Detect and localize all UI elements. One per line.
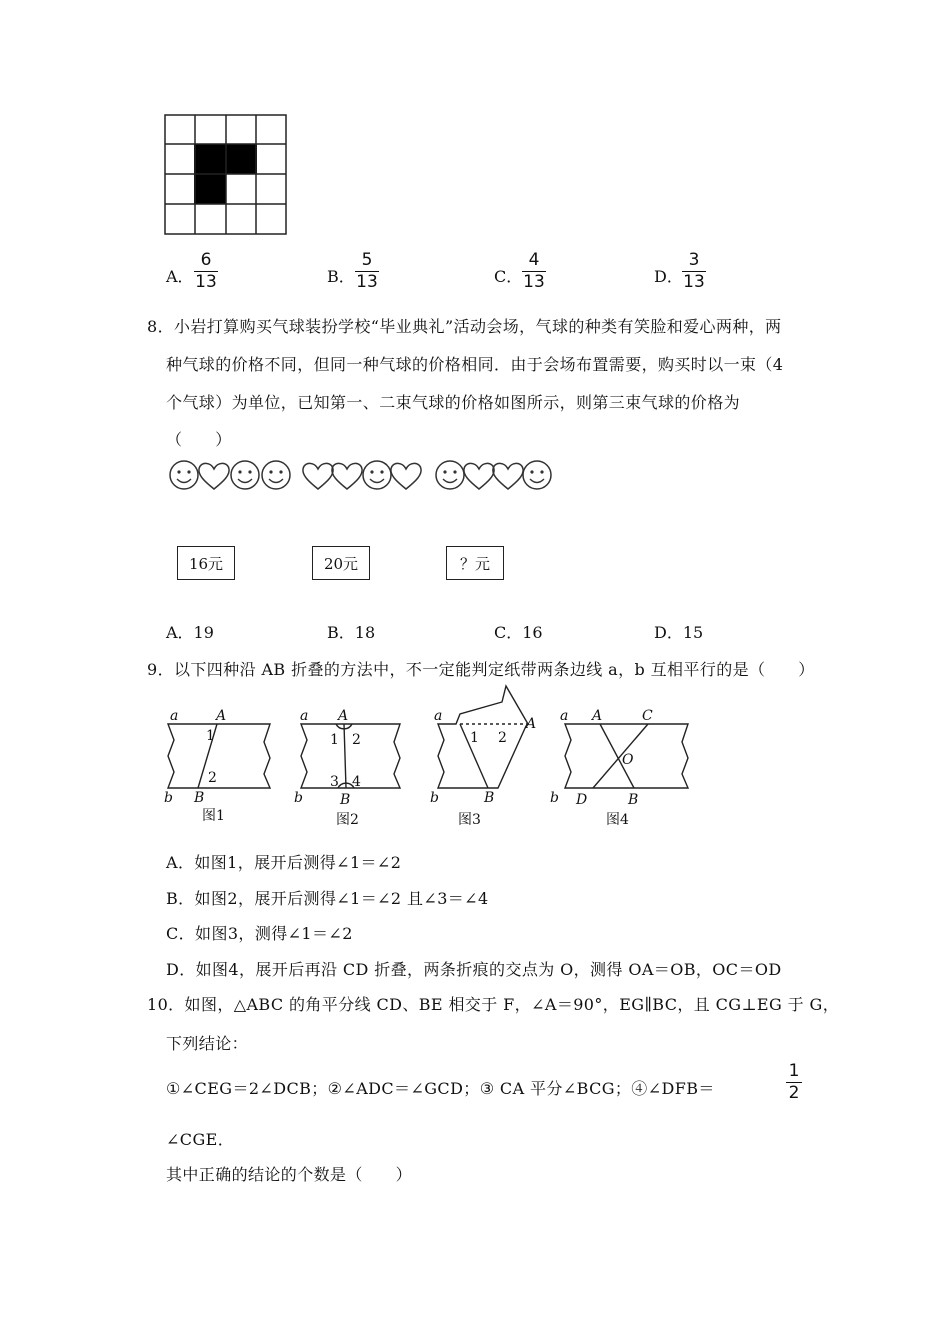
svg-text:B: B bbox=[628, 792, 639, 808]
price-box-3: ？元 bbox=[446, 546, 504, 580]
svg-text:A: A bbox=[526, 716, 537, 732]
svg-text:2: 2 bbox=[498, 730, 507, 746]
svg-text:1: 1 bbox=[206, 728, 215, 744]
folding-figures bbox=[160, 684, 700, 830]
q10-line-2: 下列结论： bbox=[166, 1034, 249, 1053]
q9-option-c: C．如图3，测得∠1＝∠2 bbox=[166, 924, 353, 943]
q8-option-a: A．19 bbox=[166, 623, 214, 642]
q10-fraction: 1 2 bbox=[786, 1062, 802, 1103]
svg-text:a: a bbox=[434, 708, 443, 724]
q7-option-a-fraction: 6 13 bbox=[195, 250, 217, 292]
svg-text:A: A bbox=[216, 708, 227, 724]
svg-text:2: 2 bbox=[352, 732, 361, 748]
q7-option-d-letter: D． bbox=[654, 267, 683, 286]
q10-question: 其中正确的结论的个数是（ ） bbox=[166, 1165, 413, 1184]
q8-line-4: （ ） bbox=[166, 430, 232, 449]
q7-option-b-fraction: 5 13 bbox=[356, 250, 378, 292]
svg-text:A: A bbox=[338, 708, 349, 724]
q7-option-a-letter: A． bbox=[166, 267, 194, 286]
svg-text:2: 2 bbox=[208, 770, 217, 786]
q10-line-4: ∠CGE． bbox=[166, 1130, 235, 1149]
price-box-1: 16元 bbox=[177, 546, 235, 580]
svg-text:b: b bbox=[550, 790, 559, 806]
price-box-2: 20元 bbox=[312, 546, 370, 580]
svg-text:图1: 图1 bbox=[202, 808, 225, 824]
svg-text:B: B bbox=[340, 792, 351, 808]
q8-line-1: 8．小岩打算购买气球装扮学校“毕业典礼”活动会场，气球的种类有笑脸和爱心两种，两 bbox=[147, 317, 782, 336]
svg-text:a: a bbox=[560, 708, 569, 724]
grid-figure bbox=[164, 114, 288, 236]
q8-option-b: B．18 bbox=[327, 623, 376, 642]
q8-line-3: 个气球）为单位，已知第一、二束气球的价格如图所示，则第三束气球的价格为 bbox=[166, 393, 741, 412]
q8-option-d: D．15 bbox=[654, 623, 704, 642]
svg-text:1: 1 bbox=[470, 730, 479, 746]
svg-text:B: B bbox=[194, 790, 205, 806]
svg-text:a: a bbox=[170, 708, 179, 724]
svg-text:D: D bbox=[576, 792, 588, 808]
q9-option-a: A．如图1，展开后测得∠1＝∠2 bbox=[166, 853, 402, 872]
q9-stem: 9．以下四种沿 AB 折叠的方法中，不一定能判定纸带两条边线 a，b 互相平行的是（ ） bbox=[147, 660, 815, 679]
q10-line-1: 10．如图，△ABC 的角平分线 CD、BE 相交于 F，∠A＝90°，EG∥BC，且 CG⊥EG 于 G， bbox=[147, 995, 840, 1014]
q7-option-b-letter: B． bbox=[327, 267, 355, 286]
svg-text:O: O bbox=[622, 752, 634, 768]
svg-text:3: 3 bbox=[330, 774, 339, 790]
svg-text:a: a bbox=[300, 708, 309, 724]
q8-option-c: C．16 bbox=[494, 623, 543, 642]
svg-text:图3: 图3 bbox=[458, 812, 481, 828]
svg-text:b: b bbox=[164, 790, 173, 806]
q7-option-c-fraction: 4 13 bbox=[523, 250, 545, 292]
q10-conclusions: ①∠CEG＝2∠DCB；②∠ADC＝∠GCD；③ CA 平分∠BCG；④∠DFB＝ bbox=[166, 1079, 715, 1098]
svg-text:4: 4 bbox=[352, 774, 361, 790]
q9-option-d: D．如图4，展开后再沿 CD 折叠，两条折痕的交点为 O，测得 OA＝OB，OC＝OD bbox=[166, 960, 782, 979]
svg-text:b: b bbox=[430, 790, 439, 806]
svg-text:b: b bbox=[294, 790, 303, 806]
q7-option-c-letter: C． bbox=[494, 267, 523, 286]
q8-line-2: 种气球的价格不同，但同一种气球的价格相同．由于会场布置需要，购买时以一束（4 bbox=[166, 355, 784, 374]
svg-text:图4: 图4 bbox=[606, 812, 629, 828]
svg-text:图2: 图2 bbox=[336, 812, 359, 828]
q7-option-d-fraction: 3 13 bbox=[683, 250, 705, 292]
svg-text:A: A bbox=[592, 708, 603, 724]
balloon-figure bbox=[166, 454, 556, 498]
svg-text:1: 1 bbox=[330, 732, 339, 748]
svg-text:C: C bbox=[642, 708, 653, 724]
svg-text:B: B bbox=[484, 790, 495, 806]
q9-option-b: B．如图2，展开后测得∠1＝∠2 且∠3＝∠4 bbox=[166, 889, 489, 908]
